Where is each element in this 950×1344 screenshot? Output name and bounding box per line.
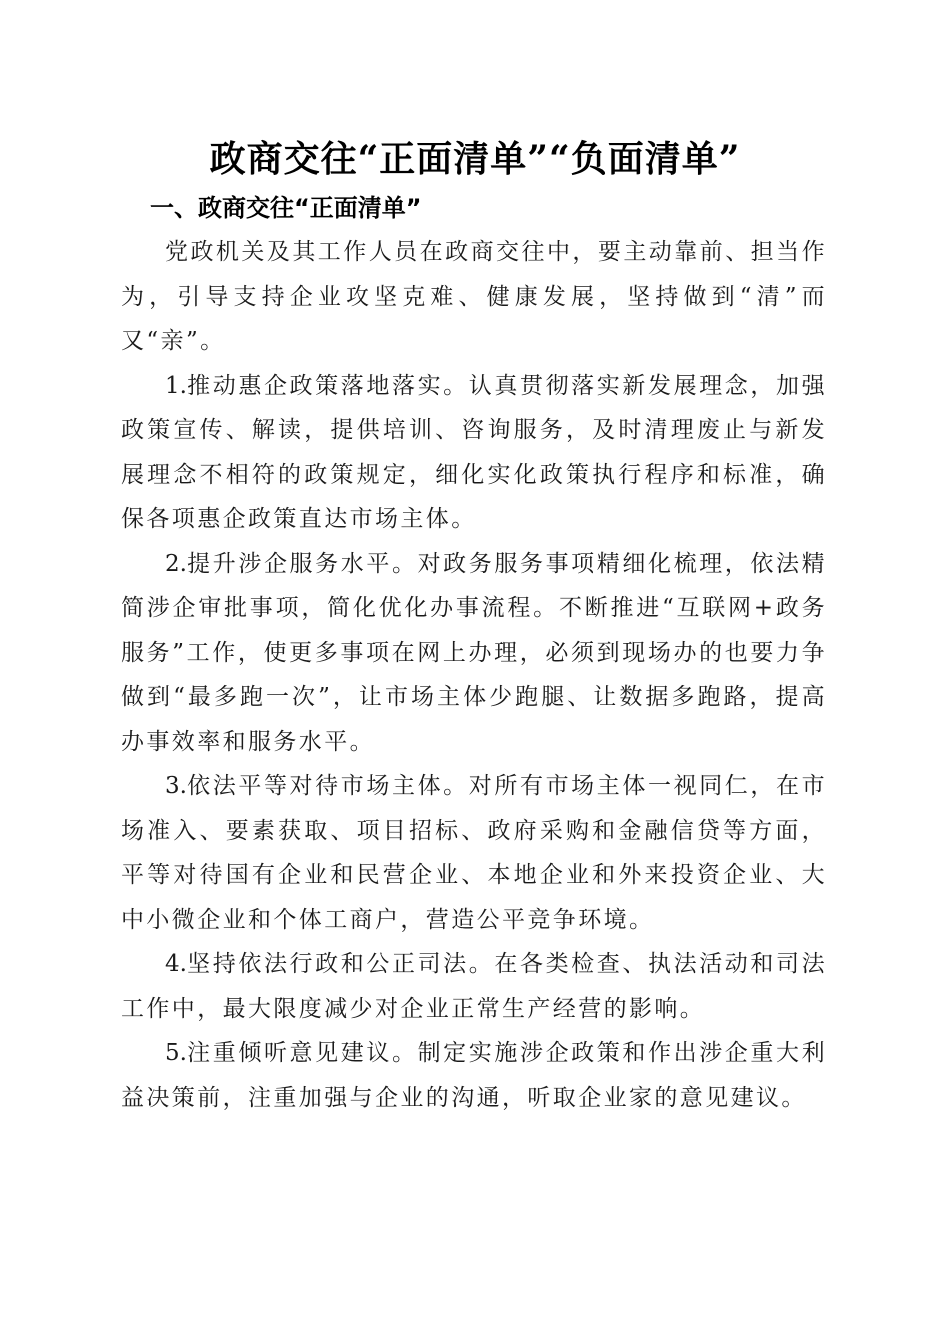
item-number: 2. xyxy=(165,550,187,577)
item-text: 依法平等对待市场主体。对所有市场主体一视同仁，在市场准入、要素获取、项目招标、政府采购和金融信贷等方面，平等对待国有企业和民营企业、本地企业和外来投资企业、大中小微企业和个体工商户，营造公平竞争环境。 xyxy=(121,773,827,933)
document-title: 政商交往“正面清单”“负面清单” xyxy=(209,138,741,180)
item-number: 5. xyxy=(165,1040,187,1066)
list-item xyxy=(121,764,827,942)
item-number: 1. xyxy=(165,372,187,399)
list-item xyxy=(121,364,827,542)
item-text: 推动惠企政策落地落实。认真贯彻落实新发展理念，加强政策宣传、解读，提供培训、咨询服务，及时清理废止与新发展理念不相符的政策规定，细化实化政策执行程序和标准，确保各项惠企政策直达市场主体。 xyxy=(121,372,827,532)
list-item xyxy=(121,542,827,765)
list-item xyxy=(121,942,827,1031)
item-number: 4. xyxy=(165,951,187,977)
item-number: 3. xyxy=(165,773,187,799)
item-text: 注重倾听意见建议。制定实施涉企政策和作出涉企重大利益决策前，注重加强与企业的沟通，听取企业家的意见建议。 xyxy=(121,1040,827,1111)
item-text: 坚持依法行政和公正司法。在各类检查、执法活动和司法工作中，最大限度减少对企业正常生产经营的影响。 xyxy=(121,951,827,1022)
intro-paragraph: 党政机关及其工作人员在政商交往中，要主动靠前、担当作为，引导支持企业攻坚克难、健康发展，坚持做到“清”而又“亲”。 xyxy=(121,239,827,354)
item-text: 提升涉企服务水平。对政务服务事项精细化梳理，依法精简涉企审批事项，简化优化办事流程。不断推进“互联网+政务服务”工作，使更多事项在网上办理，必须到现场办的也要力争做到“最多跑一次”，让市场主体少跑腿、让数据多跑路，提高办事效率和服务水平。 xyxy=(121,550,827,755)
section-heading: 一、政商交往“正面清单” xyxy=(150,194,422,222)
document-body xyxy=(121,230,827,1120)
list-item xyxy=(121,1031,827,1120)
